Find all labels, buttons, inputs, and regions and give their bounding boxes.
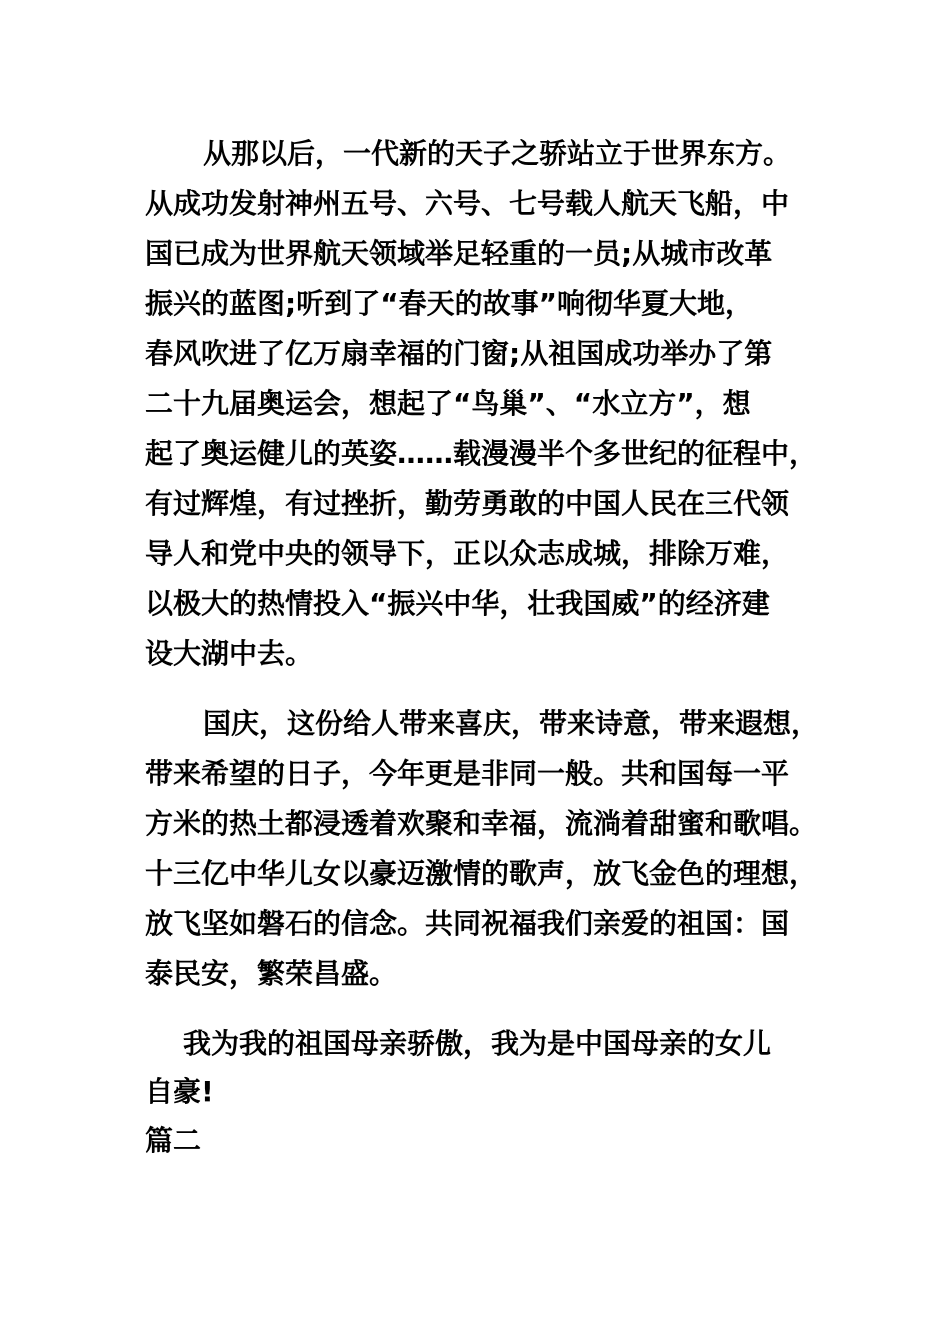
text-line: 以极大的热情投入“振兴中华，壮我国威”的经济建 (145, 587, 770, 620)
text-line: 自豪! (145, 1075, 214, 1108)
text-line: 有过辉煌，有过挫折，勤劳勇敢的中国人民在三代领 (145, 487, 790, 520)
text-line: 我为我的祖国母亲骄傲，我为是中国母亲的女儿 (183, 1027, 772, 1060)
section-heading: 篇二 (145, 1124, 202, 1157)
text-line: 放飞坚如磐石的信念。共同祝福我们亲爱的祖国：国 (145, 907, 790, 940)
text-line: 从那以后，一代新的天子之骄站立于世界东方。 (203, 137, 792, 170)
text-line: 方米的热土都浸透着欢聚和幸福，流淌着甜蜜和歌唱。 (145, 807, 818, 840)
text-line: 起了奥运健儿的英姿……载漫漫半个多世纪的征程中， (145, 437, 818, 470)
text-line: 国庆，这份给人带来喜庆，带来诗意，带来遐想， (203, 707, 820, 740)
text-line: 泰民安，繁荣昌盛。 (145, 957, 398, 990)
text-line: 振兴的蓝图;听到了“春天的故事”响彻华夏大地， (145, 287, 754, 320)
text-line: 带来希望的日子，今年更是非同一般。共和国每一平 (145, 757, 790, 790)
text-line: 十三亿中华儿女以豪迈激情的歌声，放飞金色的理想， (145, 857, 818, 890)
text-line: 二十九届奥运会，想起了“鸟巢”、“水立方”，想 (145, 387, 751, 420)
text-line: 导人和党中央的领导下，正以众志成城，排除万难， (145, 537, 790, 570)
text-line: 从成功发射神州五号、六号、七号载人航天飞船，中 (145, 187, 790, 220)
text-line: 国已成为世界航天领域举足轻重的一员;从城市改革 (145, 237, 773, 270)
text-line: 设大湖中去。 (145, 637, 314, 670)
text-line: 春风吹进了亿万扇幸福的门窗;从祖国成功举办了第 (145, 337, 773, 370)
